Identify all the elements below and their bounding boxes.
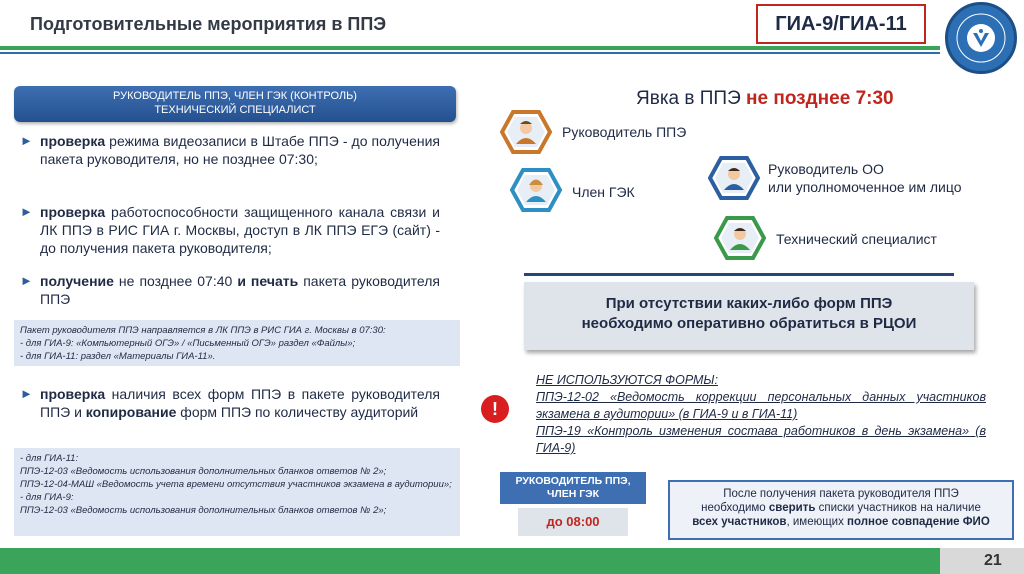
roles-label-line: ЧЛЕН ГЭК: [546, 488, 600, 500]
deadline-box: до 08:00: [518, 508, 628, 536]
info-line: После получения пакета руководителя ППЭ: [723, 488, 959, 500]
section-divider: [524, 273, 954, 276]
info-bold: всех участников: [692, 516, 787, 528]
organization-seal-logo: [945, 2, 1017, 74]
bullet-bold: проверка: [40, 133, 106, 149]
bullet-text: наличия всех форм ППЭ в пакете руководителя ППЭ и: [40, 386, 440, 420]
role-label-line: или уполномоченное им лицо: [768, 179, 962, 195]
header-green-line: [0, 46, 940, 50]
arrival-text: Явка в ППЭ: [636, 88, 747, 109]
arrow-bullet-icon: ►: [20, 386, 33, 401]
role-label-gek-member: Член ГЭК: [572, 184, 635, 200]
bullet-text: пакета руководителя ППЭ: [40, 273, 441, 307]
unused-forms-list: [536, 372, 986, 457]
info-text: списки участников на наличие: [815, 502, 981, 514]
info-text: , имеющих: [786, 516, 848, 528]
roles-label-line: РУКОВОДИТЕЛЬ ППЭ,: [515, 475, 631, 487]
missing-forms-alert: [524, 282, 974, 350]
arrow-bullet-icon: ►: [20, 133, 33, 148]
roles-label-box: [500, 472, 646, 504]
note-line: ППЭ-12-03 «Ведомость использования дополнительных бланков ответов № 2»;: [20, 466, 387, 477]
responsible-roles-banner: [14, 86, 456, 122]
header-blue-line: [0, 52, 940, 54]
info-bold: сверить: [768, 502, 816, 514]
page-number: 21: [984, 552, 1002, 569]
footer-bar: [0, 548, 1024, 574]
bullet-bold: копирование: [85, 404, 177, 420]
bullet-text: режима видеозаписи в Штабе ППЭ - до получения пакета руководителя, но не позднее 07:30;: [40, 133, 440, 167]
package-note: [14, 320, 460, 366]
info-bold: полное совпадение ФИО: [847, 516, 990, 528]
info-text: необходимо: [701, 502, 769, 514]
bullet-channel-check: [20, 203, 440, 257]
note-line: ППЭ-12-04-МАШ «Ведомость учета времени отсутствия участников экзамена в аудитории»;: [20, 479, 452, 490]
school-head-avatar-icon: [708, 156, 760, 200]
bullet-text: работоспособности защищенного канала связи и ЛК ППЭ в РИС ГИА г. Москвы, доступ в ЛК ППЭ ЕГЭ (сайт) - до получения пакета руководителя;: [40, 204, 440, 256]
note-line: - для ГИА-11: раздел «Материалы ГИА-11».: [20, 351, 216, 362]
exam-badge: ГИА-9/ГИА-11: [756, 4, 926, 44]
arrow-bullet-icon: ►: [20, 204, 33, 219]
gek-member-avatar-icon: [510, 168, 562, 212]
bullet-bold: и печать: [237, 273, 299, 289]
alert-line: При отсутствии каких-либо форм ППЭ: [605, 295, 893, 312]
bullet-text: не позднее 07:40: [113, 273, 238, 289]
bullet-package-print: [20, 272, 440, 308]
forms-title: НЕ ИСПОЛЬЗУЮТСЯ ФОРМЫ:: [536, 373, 718, 387]
bullet-bold: проверка: [40, 204, 106, 220]
forms-list-note: [14, 448, 460, 536]
note-line: ППЭ-12-03 «Ведомость использования дополнительных бланков ответов № 2»;: [20, 505, 387, 516]
bullet-forms-check: [20, 385, 440, 421]
note-line: - для ГИА-11:: [20, 453, 79, 464]
seal-icon: [948, 5, 1014, 71]
verification-info-box: [668, 480, 1014, 540]
banner-line-2: ТЕХНИЧЕСКИЙ СПЕЦИАЛИСТ: [154, 104, 316, 116]
alert-line: необходимо оперативно обратиться в РЦОИ: [581, 315, 917, 332]
note-line: - для ГИА-9: «Компьютерный ОГЭ» / «Письменный ОГЭ» раздел «Файлы»;: [20, 338, 356, 349]
bullet-bold: получение: [40, 273, 114, 289]
bullet-text: форм ППЭ по количеству аудиторий: [176, 404, 419, 420]
note-line: - для ГИА-9:: [20, 492, 74, 503]
banner-line-1: РУКОВОДИТЕЛЬ ППЭ, ЧЛЕН ГЭК (КОНТРОЛЬ): [113, 90, 357, 102]
role-label-school-head: [768, 160, 962, 196]
arrow-bullet-icon: ►: [20, 273, 33, 288]
footer-page-area: [940, 548, 1024, 574]
role-label-tech-specialist: Технический специалист: [776, 231, 937, 247]
forms-item: ППЭ-12-02 «Ведомость коррекции персональных данных участников экзамена в аудитории» (в ГИА-9 и в ГИА-11): [536, 390, 986, 421]
note-line: Пакет руководителя ППЭ направляется в ЛК ППЭ в РИС ГИА г. Москвы в 07:30:: [20, 325, 386, 336]
bullet-bold: проверка: [40, 386, 106, 402]
forms-item: ППЭ-19 «Контроль изменения состава работников в день экзамена» (в ГИА-9): [536, 424, 986, 455]
arrival-deadline: [636, 88, 894, 110]
page-title: Подготовительные мероприятия в ППЭ: [30, 14, 387, 34]
tech-specialist-avatar-icon: [714, 216, 766, 260]
arrival-time: не позднее 7:30: [746, 88, 894, 109]
warning-exclamation-icon: !: [481, 395, 509, 423]
ppe-head-avatar-icon: [500, 110, 552, 154]
bullet-video-check: [20, 132, 440, 168]
role-label-line: Руководитель ОО: [768, 161, 884, 177]
role-label-ppe-head: Руководитель ППЭ: [562, 124, 687, 140]
